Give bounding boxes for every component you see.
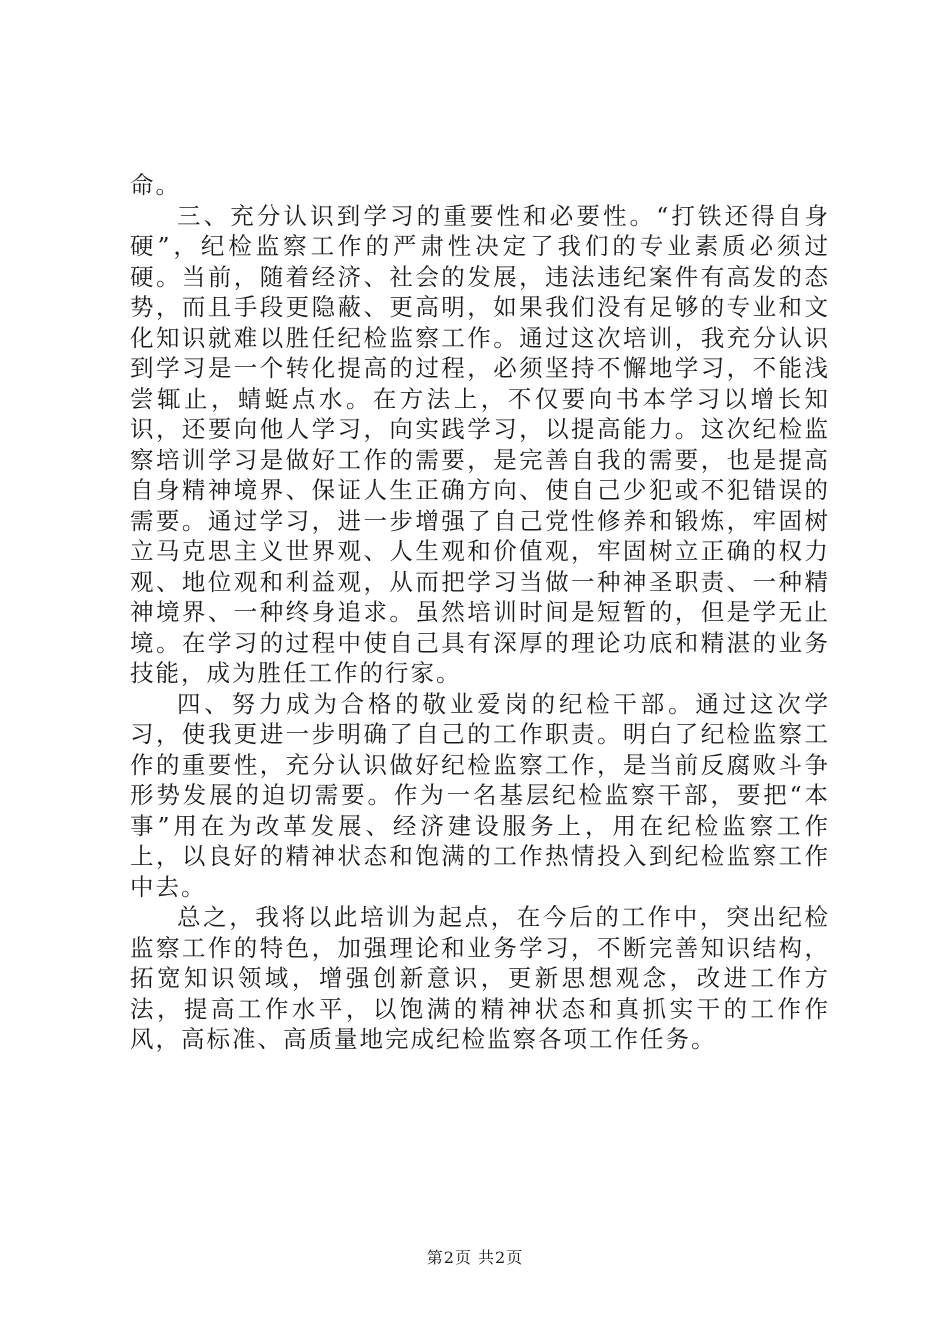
page-number-footer: 第2页 共2页 xyxy=(426,1248,524,1267)
paragraph-section-four: 四、努力成为合格的敬业爱岗的纪检干部。通过这次学习，使我更进一步明确了自己的工作职责。明白了纪检监察工作的重要性，充分认识做好纪检监察工作，是当前反腐败斗争形势发展的迫切需要。作为一名基层纪检监察干部，要把“本事”用在为改革发展、经济建设服务上，用在纪检监察工作上，以良好的精神状态和饱满的工作热情投入到纪检监察工作中去。 xyxy=(130,689,830,901)
paragraph-section-three: 三、充分认识到学习的重要性和必要性。“打铁还得自身硬”，纪检监察工作的严肃性决定了我们的专业素质必须过硬。当前，随着经济、社会的发展，违法违纪案件有高发的态势，而且手段更隐蔽、更高明，如果我们没有足够的专业和文化知识就难以胜任纪检监察工作。通过这次培训，我充分认识到学习是一个转化提高的过程，必须坚持不懈地学习，不能浅尝辄止，蜻蜓点水。在方法上，不仅要向书本学习以增长知识，还要向他人学习，向实践学习，以提高能力。这次纪检监察培训学习是做好工作的需要，是完善自我的需要，也是提高自身精神境界、保证人生正确方向、使自己少犯或不犯错误的需要。通过学习，进一步增强了自己党性修养和锻炼，牢固树立马克思主义世界观、人生观和价值观，牢固树立正确的权力观、地位观和利益观，从而把学习当做一种神圣职责、一种精神境界、一种终身追求。虽然培训时间是短暂的，但是学无止境。在学习的过程中使自己具有深厚的理论功底和精湛的业务技能，成为胜任工作的行家。 xyxy=(130,201,830,687)
paragraph-conclusion: 总之，我将以此培训为起点，在今后的工作中，突出纪检监察工作的特色，加强理论和业务学习，不断完善知识结构，拓宽知识领域，增强创新意识，更新思想观念，改进工作方法，提高工作水平，以饱满的精神状态和真抓实干的工作作风，高标准、高质量地完成纪检监察各项工作任务。 xyxy=(130,903,830,1053)
document-body xyxy=(130,170,830,1055)
paragraph-continuation: 命。 xyxy=(130,171,181,199)
